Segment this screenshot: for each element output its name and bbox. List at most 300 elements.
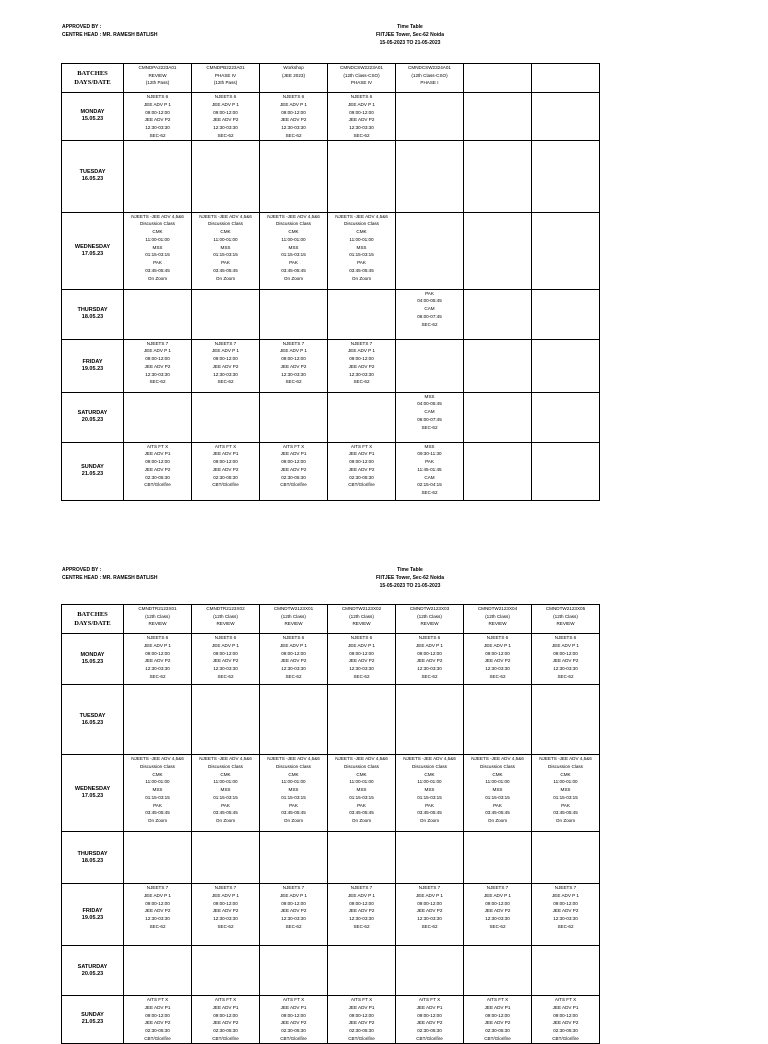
schedule-line: JEE ADV P2 bbox=[212, 117, 239, 123]
schedule-line: PAK bbox=[221, 260, 230, 265]
schedule-line: JEE ADV P 1 bbox=[280, 101, 307, 107]
schedule-cell bbox=[124, 289, 192, 339]
schedule-cell bbox=[192, 884, 260, 946]
schedule-line: NJEETS 6 bbox=[214, 635, 237, 640]
schedule-line: On Zoom bbox=[147, 275, 168, 281]
schedule-cell bbox=[396, 392, 464, 442]
day-row bbox=[62, 755, 600, 832]
schedule-line: MSS bbox=[424, 787, 435, 792]
schedule-cell bbox=[260, 392, 328, 442]
schedule-cell bbox=[124, 634, 192, 685]
day-date: 17.05.23 bbox=[81, 793, 104, 799]
schedule-line: 12:30-03:30 bbox=[349, 666, 374, 671]
schedule-line: 09:00-12:00 bbox=[349, 900, 374, 906]
schedule-line: 09:00-12:00 bbox=[485, 650, 510, 656]
schedule-cell bbox=[260, 946, 328, 996]
schedule-line: 01:15-03:15 bbox=[213, 794, 238, 800]
schedule-cell bbox=[328, 442, 396, 500]
schedule-line: NJEETS -JEE ADV 4,5&6 bbox=[335, 213, 388, 219]
schedule-line: MSS bbox=[424, 393, 435, 399]
schedule-line: JEE ADV P1 bbox=[280, 451, 307, 457]
schedule-line: SEC-62 bbox=[421, 673, 438, 679]
schedule-line: 09:00-12:00 bbox=[553, 1012, 578, 1018]
schedule-line: JEE ADV P2 bbox=[348, 908, 375, 914]
schedule-line: 09:00-12:00 bbox=[213, 650, 238, 656]
schedule-cell bbox=[124, 140, 192, 212]
batch-header-line: REVIEW bbox=[352, 621, 371, 627]
day-name: THURSDAY bbox=[77, 307, 108, 313]
schedule-cell bbox=[396, 442, 464, 500]
batch-header-line: PHASE I bbox=[420, 80, 439, 86]
header-row bbox=[62, 64, 600, 93]
day-name: FRIDAY bbox=[82, 358, 103, 365]
day-date: 18.05.23 bbox=[81, 314, 104, 320]
schedule-line: NJEETS 7 bbox=[554, 885, 577, 890]
schedule-cell bbox=[328, 685, 396, 755]
schedule-cell bbox=[192, 946, 260, 996]
schedule-cell bbox=[328, 634, 396, 685]
schedule-line: CBT/Glorifire bbox=[416, 1035, 443, 1041]
schedule-cell bbox=[192, 996, 260, 1044]
day-date: 16.05.23 bbox=[81, 176, 104, 182]
schedule-line: CMK bbox=[356, 229, 367, 234]
schedule-cell bbox=[464, 884, 532, 946]
schedule-line: 02:30-05:30 bbox=[145, 1028, 170, 1033]
schedule-line: JEE ADV P2 bbox=[144, 658, 171, 664]
schedule-line: 11:00-01:00 bbox=[213, 236, 238, 242]
day-date-cell bbox=[62, 392, 124, 442]
schedule-line: NJEETS 7 bbox=[486, 885, 509, 890]
schedule-line: 11:00-01:00 bbox=[145, 236, 170, 242]
day-date: 17.05.23 bbox=[81, 250, 104, 257]
schedule-line: 11:00-01:00 bbox=[349, 779, 374, 785]
batch-column-header bbox=[532, 605, 600, 634]
schedule-line: AITS FT X bbox=[282, 997, 305, 1002]
schedule-line: 09:00-12:00 bbox=[349, 109, 374, 115]
schedule-line: 11:00-01:00 bbox=[281, 779, 306, 785]
schedule-line: 01:15-03:15 bbox=[553, 794, 578, 800]
schedule-line: 12:30-03:30 bbox=[213, 666, 238, 671]
schedule-line: SEC-62 bbox=[217, 673, 234, 679]
schedule-cell bbox=[464, 442, 532, 500]
schedule-line: 09:00-12:00 bbox=[213, 900, 238, 906]
schedule-line: CBT/Glorifire bbox=[144, 482, 171, 488]
batch-header-line: Workshop bbox=[283, 65, 304, 70]
schedule-line: CBT/Glorifire bbox=[212, 482, 239, 488]
day-date: 19.05.23 bbox=[81, 914, 104, 921]
batch-header-line: (12th Class) bbox=[213, 613, 238, 619]
schedule-line: Discussion Class bbox=[276, 221, 311, 227]
schedule-line: JEE ADV P2 bbox=[348, 363, 375, 369]
schedule-line: Discussion Class bbox=[140, 221, 175, 227]
day-date: 21.05.23 bbox=[81, 1019, 104, 1026]
day-name: FRIDAY bbox=[82, 907, 103, 914]
day-date-cell bbox=[62, 832, 124, 884]
batch-column-header bbox=[396, 64, 464, 93]
schedule-line: NJEETS 6 bbox=[486, 635, 509, 640]
approved-by-label: APPROVED BY : bbox=[62, 24, 102, 30]
schedule-line: NJEETS 6 bbox=[554, 635, 577, 640]
schedule-line: 12:30-03:30 bbox=[281, 916, 306, 921]
schedule-cell bbox=[532, 685, 600, 755]
schedule-cell bbox=[192, 442, 260, 500]
schedule-cell bbox=[124, 685, 192, 755]
schedule-line: 02:30-05:30 bbox=[213, 1028, 238, 1033]
day-row bbox=[62, 212, 600, 289]
schedule-line: NJEETS 7 bbox=[214, 885, 237, 890]
header-text: BATCHES bbox=[77, 70, 108, 77]
schedule-line: 01:15-03:15 bbox=[417, 794, 442, 800]
schedule-line: JEE ADV P1 bbox=[144, 1004, 171, 1010]
schedule-cell bbox=[328, 212, 396, 289]
schedule-line: 01:15-03:15 bbox=[281, 252, 306, 258]
schedule-line: JEE ADV P2 bbox=[144, 117, 171, 123]
schedule-line: 11:00-01:00 bbox=[281, 236, 306, 242]
schedule-line: JEE ADV P1 bbox=[212, 451, 239, 457]
schedule-line: 11:45-01:45 bbox=[417, 466, 442, 472]
batch-header-line: CMNDTR2123X01 bbox=[138, 606, 177, 611]
day-row bbox=[62, 634, 600, 685]
batch-header-line: PHASE IV bbox=[350, 80, 373, 86]
day-date: 20.05.23 bbox=[81, 417, 104, 423]
schedule-cell bbox=[124, 339, 192, 392]
schedule-line: NJEETS 6 bbox=[146, 94, 169, 99]
schedule-line: JEE ADV P2 bbox=[280, 658, 307, 664]
schedule-line: JEE ADV P 1 bbox=[212, 892, 239, 898]
schedule-cell bbox=[532, 442, 600, 500]
schedule-cell bbox=[328, 93, 396, 141]
schedule-line: 04:00-05:45 bbox=[417, 298, 442, 304]
schedule-line: 01:15-03:15 bbox=[349, 794, 374, 800]
schedule-cell bbox=[396, 140, 464, 212]
schedule-line: 09:00-12:00 bbox=[145, 356, 170, 361]
schedule-line: PAK bbox=[289, 260, 298, 265]
schedule-line: 09:00-12:00 bbox=[213, 1012, 238, 1018]
schedule-line: MSS bbox=[288, 787, 299, 792]
schedule-line: MSS bbox=[220, 244, 231, 250]
schedule-cell bbox=[124, 946, 192, 996]
schedule-line: MSS bbox=[492, 787, 503, 792]
schedule-line: CMK bbox=[152, 771, 163, 777]
batch-header-line: (12th Class) bbox=[145, 613, 170, 619]
schedule-line: 12:30-03:30 bbox=[553, 666, 578, 671]
schedule-line: MSS bbox=[152, 244, 163, 250]
schedule-line: JEE ADV P1 bbox=[144, 451, 171, 457]
schedule-line: 06:00-07:45 bbox=[417, 313, 442, 319]
schedule-cell bbox=[192, 212, 260, 289]
schedule-line: 03:45-05:45 bbox=[349, 267, 374, 273]
schedule-line: PAK bbox=[425, 459, 434, 464]
schedule-line: JEE ADV P 1 bbox=[212, 642, 239, 648]
day-name: WEDNESDAY bbox=[74, 786, 111, 792]
day-row bbox=[62, 339, 600, 392]
schedule-line: PAK bbox=[425, 290, 434, 296]
batch-header-line: CMNDCSW2324A01 bbox=[408, 65, 451, 70]
schedule-line: JEE ADV P2 bbox=[144, 908, 171, 914]
schedule-line: SEC-62 bbox=[353, 379, 370, 385]
timetable-title-block bbox=[300, 23, 520, 47]
schedule-line: 01:15-03:15 bbox=[281, 794, 306, 800]
day-name: WEDNESDAY bbox=[74, 243, 111, 250]
schedule-line: CAM bbox=[424, 474, 435, 480]
schedule-line: PAK bbox=[221, 802, 230, 808]
schedule-line: 11:00-01:00 bbox=[213, 779, 238, 785]
schedule-line: 02:30-05:30 bbox=[281, 1028, 306, 1033]
schedule-line: JEE ADV P2 bbox=[348, 1020, 375, 1026]
schedule-line: NJEETS 6 bbox=[146, 635, 169, 640]
batch-column-header bbox=[192, 605, 260, 634]
schedule-line: JEE ADV P 1 bbox=[348, 892, 375, 898]
schedule-line: MSS bbox=[152, 787, 163, 792]
schedule-line: CAM bbox=[424, 409, 435, 414]
approval-block bbox=[62, 23, 157, 39]
schedule-cell bbox=[124, 832, 192, 884]
schedule-line: SEC-62 bbox=[557, 673, 574, 679]
schedule-cell bbox=[192, 755, 260, 832]
schedule-line: JEE ADV P2 bbox=[144, 466, 171, 472]
schedule-line: JEE ADV P2 bbox=[280, 1020, 307, 1026]
schedule-line: SEC-62 bbox=[421, 321, 438, 327]
day-date: 18.05.23 bbox=[81, 857, 104, 864]
day-date-cell bbox=[62, 946, 124, 996]
schedule-line: JEE ADV P 1 bbox=[212, 348, 239, 354]
schedule-line: NJEETS -JEE ADV 4,5&6 bbox=[267, 213, 320, 219]
schedule-cell bbox=[464, 634, 532, 685]
batch-header-line: CMNDTR2123X02 bbox=[206, 606, 245, 611]
schedule-line: NJEETS -JEE ADV 4,5&6 bbox=[539, 756, 592, 761]
schedule-line: JEE ADV P 1 bbox=[484, 642, 511, 648]
schedule-cell bbox=[532, 212, 600, 289]
schedule-cell bbox=[532, 996, 600, 1044]
schedule-cell bbox=[260, 339, 328, 392]
schedule-line: 02:30-05:30 bbox=[485, 1028, 510, 1033]
schedule-cell bbox=[396, 212, 464, 289]
schedule-cell bbox=[260, 832, 328, 884]
schedule-line: SEC-62 bbox=[353, 923, 370, 929]
schedule-line: 12:30-03:30 bbox=[213, 371, 238, 377]
schedule-line: JEE ADV P2 bbox=[348, 658, 375, 664]
schedule-line: JEE ADV P2 bbox=[484, 908, 511, 914]
schedule-line: Discussion Class bbox=[344, 221, 379, 227]
schedule-line: On Zoom bbox=[215, 275, 236, 281]
schedule-line: AITS FT X bbox=[282, 443, 305, 449]
schedule-cell bbox=[124, 212, 192, 289]
schedule-line: JEE ADV P2 bbox=[416, 1020, 443, 1026]
schedule-line: 12:30-03:30 bbox=[417, 666, 442, 671]
schedule-line: JEE ADV P2 bbox=[416, 908, 443, 914]
header-row bbox=[62, 605, 600, 634]
schedule-cell bbox=[396, 755, 464, 832]
schedule-line: CBT/Glorifire bbox=[144, 1035, 171, 1041]
batch-column-header bbox=[532, 64, 600, 93]
schedule-line: NJEETS 6 bbox=[282, 635, 305, 640]
schedule-line: SEC-62 bbox=[489, 673, 506, 679]
schedule-cell bbox=[396, 685, 464, 755]
schedule-cell bbox=[464, 289, 532, 339]
schedule-cell bbox=[464, 93, 532, 141]
schedule-line: Discussion Class bbox=[208, 763, 243, 769]
schedule-line: CMK bbox=[492, 771, 503, 777]
day-date-cell bbox=[62, 884, 124, 946]
schedule-line: 09:00-12:00 bbox=[553, 650, 578, 656]
schedule-cell bbox=[124, 442, 192, 500]
batch-header-line: CMNDTW2123X04 bbox=[477, 606, 518, 611]
schedule-line: 12:30-03:30 bbox=[553, 916, 578, 921]
batch-header-line: REVIEW bbox=[148, 72, 167, 78]
schedule-line: JEE ADV P 1 bbox=[416, 642, 443, 648]
schedule-line: JEE ADV P2 bbox=[212, 1020, 239, 1026]
schedule-line: JEE ADV P 1 bbox=[348, 348, 375, 354]
schedule-line: PAK bbox=[493, 802, 502, 808]
schedule-line: JEE ADV P 1 bbox=[280, 642, 307, 648]
schedule-line: SEC-62 bbox=[285, 379, 302, 385]
schedule-cell bbox=[464, 996, 532, 1044]
schedule-line: 11:00-01:00 bbox=[553, 779, 578, 785]
batches-days-header bbox=[62, 605, 124, 634]
header-text: DAYS/DATE bbox=[74, 620, 111, 627]
schedule-line: Discussion Class bbox=[480, 763, 515, 769]
schedule-cell bbox=[396, 996, 464, 1044]
schedule-line: Discussion Class bbox=[208, 221, 243, 227]
schedule-line: SEC-62 bbox=[149, 379, 166, 385]
batch-header-line: REVIEW bbox=[488, 621, 507, 627]
day-row bbox=[62, 996, 600, 1044]
schedule-cell bbox=[532, 884, 600, 946]
schedule-cell bbox=[260, 212, 328, 289]
centre-head-label: CENTRE HEAD : MR. RAMESH BATLISH bbox=[62, 575, 158, 581]
day-name: TUESDAY bbox=[79, 169, 106, 175]
schedule-line: CBT/Glorifire bbox=[280, 1035, 307, 1041]
schedule-line: NJEETS 6 bbox=[418, 635, 441, 640]
schedule-line: 02:30-05:30 bbox=[281, 474, 306, 480]
schedule-line: AITS FT X bbox=[146, 997, 169, 1002]
schedule-cell bbox=[532, 93, 600, 141]
schedule-line: NJEETS 7 bbox=[418, 885, 441, 890]
schedule-line: 11:00-01:00 bbox=[485, 779, 510, 785]
day-row bbox=[62, 685, 600, 755]
schedule-line: 12:30-03:30 bbox=[281, 371, 306, 377]
schedule-cell bbox=[532, 140, 600, 212]
schedule-line: SEC-62 bbox=[285, 132, 302, 138]
schedule-line: Discussion Class bbox=[140, 763, 175, 769]
schedule-line: MSS bbox=[220, 787, 231, 792]
schedule-line: JEE ADV P 1 bbox=[144, 101, 171, 107]
batch-header-line: (12th Pass) bbox=[145, 80, 170, 86]
schedule-line: JEE ADV P2 bbox=[280, 466, 307, 472]
centre-head-label: CENTRE HEAD : MR. RAMESH BATLISH bbox=[62, 32, 158, 38]
schedule-line: 09:00-12:00 bbox=[349, 356, 374, 361]
schedule-line: NJEETS -JEE ADV 4,5&6 bbox=[199, 756, 252, 761]
header-text: DAYS/DATE bbox=[74, 79, 111, 86]
batch-column-header bbox=[464, 605, 532, 634]
schedule-cell bbox=[328, 289, 396, 339]
day-name: TUESDAY bbox=[79, 712, 106, 719]
day-date-cell bbox=[62, 212, 124, 289]
schedule-line: NJEETS -JEE ADV 4,5&6 bbox=[471, 756, 524, 761]
schedule-line: NJEETS -JEE ADV 4,5&6 bbox=[131, 756, 184, 761]
schedule-line: JEE ADV P2 bbox=[552, 1020, 579, 1026]
schedule-line: NJEETS 7 bbox=[350, 885, 373, 890]
batch-header-line: REVIEW bbox=[420, 621, 439, 627]
schedule-line: On Zoom bbox=[419, 818, 440, 823]
day-row bbox=[62, 289, 600, 339]
schedule-cell bbox=[328, 140, 396, 212]
batch-column-header bbox=[328, 605, 396, 634]
schedule-cell bbox=[464, 832, 532, 884]
schedule-line: 02:30-05:30 bbox=[349, 474, 374, 480]
batch-header-line: (12th Pass) bbox=[213, 80, 238, 86]
schedule-line: PAK bbox=[561, 802, 570, 808]
timetable-title: Time Table bbox=[397, 567, 423, 573]
batch-header-line: (12th Class) bbox=[281, 613, 306, 619]
schedule-line: PAK bbox=[153, 802, 162, 808]
schedule-cell bbox=[192, 685, 260, 755]
timetable-grid bbox=[61, 604, 600, 1044]
batch-column-header bbox=[396, 605, 464, 634]
schedule-line: SEC-62 bbox=[285, 673, 302, 679]
batch-column-header bbox=[192, 64, 260, 93]
schedule-line: CBT/Glorifire bbox=[552, 1035, 579, 1041]
schedule-line: 03:45-05:45 bbox=[145, 810, 170, 816]
schedule-line: JEE ADV P2 bbox=[552, 658, 579, 664]
day-date-cell bbox=[62, 339, 124, 392]
day-name: THURSDAY bbox=[77, 850, 108, 857]
schedule-line: SEC-62 bbox=[557, 923, 574, 929]
schedule-line: CBT/Glorifire bbox=[212, 1035, 239, 1041]
schedule-line: 09:00-12:00 bbox=[281, 356, 306, 361]
timetable-grid bbox=[61, 63, 600, 501]
schedule-line: 03:45-05:45 bbox=[349, 810, 374, 816]
schedule-cell bbox=[328, 884, 396, 946]
schedule-line: JEE ADV P 1 bbox=[144, 892, 171, 898]
approved-by-label: APPROVED BY : bbox=[62, 567, 102, 573]
date-range-label: 15-05-2023 TO 21-05-2023 bbox=[379, 40, 441, 46]
day-date: 15.05.23 bbox=[81, 659, 104, 665]
batch-column-header bbox=[124, 64, 192, 93]
schedule-cell bbox=[192, 392, 260, 442]
schedule-line: NJEETS 7 bbox=[146, 340, 169, 346]
schedule-line: 09:00-12:00 bbox=[281, 1012, 306, 1018]
schedule-line: NJEETS 7 bbox=[146, 885, 169, 890]
day-date-cell bbox=[62, 634, 124, 685]
batch-header-line: CMNDPB2223A01 bbox=[206, 65, 245, 70]
schedule-line: CMK bbox=[220, 771, 231, 777]
schedule-cell bbox=[192, 339, 260, 392]
schedule-line: 09:00-12:00 bbox=[281, 900, 306, 906]
batch-column-header bbox=[328, 64, 396, 93]
batch-header-line: CMNDTW2123X01 bbox=[273, 606, 314, 611]
schedule-line: 09:30-11:30 bbox=[417, 451, 442, 457]
schedule-line: JEE ADV P2 bbox=[212, 363, 239, 369]
schedule-line: NJEETS 6 bbox=[214, 94, 237, 99]
schedule-line: 11:00-01:00 bbox=[145, 779, 170, 785]
schedule-line: 12:30-03:30 bbox=[485, 916, 510, 921]
schedule-line: JEE ADV P 1 bbox=[484, 892, 511, 898]
schedule-line: JEE ADV P1 bbox=[348, 451, 375, 457]
schedule-cell bbox=[260, 289, 328, 339]
batch-header-line: (12th Class) bbox=[349, 613, 374, 619]
schedule-line: 09:00-12:00 bbox=[553, 900, 578, 906]
schedule-line: SEC-62 bbox=[285, 923, 302, 929]
schedule-line: JEE ADV P2 bbox=[212, 908, 239, 914]
schedule-line: 03:45-05:45 bbox=[281, 267, 306, 273]
schedule-line: 02:30-05:30 bbox=[349, 1028, 374, 1033]
schedule-line: NJEETS 6 bbox=[350, 94, 373, 99]
schedule-line: NJEETS 7 bbox=[282, 885, 305, 890]
schedule-line: JEE ADV P1 bbox=[416, 1004, 443, 1010]
schedule-cell bbox=[532, 289, 600, 339]
schedule-cell bbox=[328, 755, 396, 832]
